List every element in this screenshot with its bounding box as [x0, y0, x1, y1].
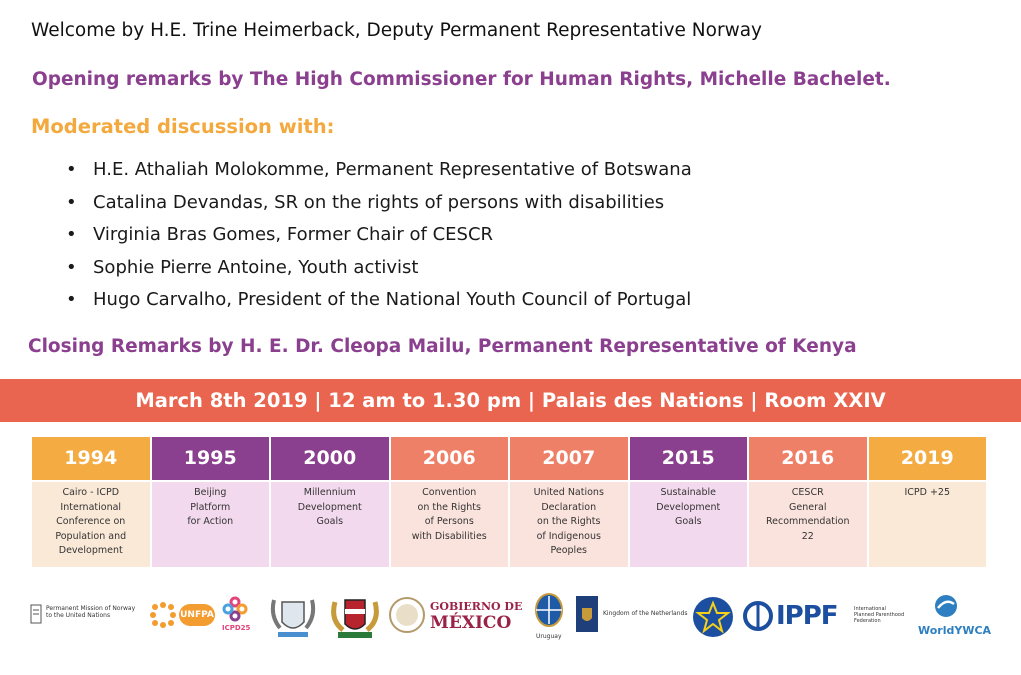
panelist-item: [66, 256, 692, 289]
timeline-year: 2007: [510, 437, 628, 480]
icpd-flower-icon: [220, 594, 250, 624]
timeline-description: Beijing Platform for Action: [152, 482, 270, 567]
bullet-icon: •: [66, 191, 77, 213]
botswana-coat-of-arms: [268, 592, 318, 642]
un-emblem-icon: [148, 600, 178, 630]
moderated-discussion-heading: Moderated discussion with:: [31, 115, 335, 138]
timeline-item-2000: [271, 437, 389, 567]
bullet-icon: •: [66, 256, 77, 278]
bullet-icon: •: [66, 159, 77, 180]
ywca-label: WorldYWCA: [918, 624, 992, 637]
welcome-line: Welcome by H.E. Trine Heimerback, Deputy Permanent Representative Norway: [31, 20, 762, 41]
timeline-description: Sustainable Development Goals: [630, 482, 748, 567]
timeline-year: 2019: [869, 437, 987, 480]
norway-crest-icon: [30, 604, 42, 624]
ywca-bird-icon: [934, 594, 964, 620]
timeline-description: Convention on the Rights of Persons with Disabilities: [391, 482, 509, 567]
unfpa-badge: UNFPA: [179, 604, 215, 626]
partner-logos: [30, 590, 990, 650]
timeline-item-2006: [391, 437, 509, 567]
panelist-item: [66, 191, 692, 224]
timeline-description: Cairo - ICPD International Conference on Population and Development: [32, 482, 150, 567]
timeline-description: Millennium Development Goals: [271, 482, 389, 567]
timeline: [32, 437, 986, 567]
bullet-icon: •: [66, 224, 77, 245]
norway-mission-text: Permanent Mission of Norway to the United Nations: [46, 605, 136, 619]
timeline-year: 2006: [391, 437, 509, 480]
timeline-year: 1995: [152, 437, 270, 480]
netherlands-label: Kingdom of the Netherlands: [603, 610, 688, 617]
kenya-crest-icon: [330, 592, 380, 640]
timeline-description: ICPD +25: [869, 482, 987, 567]
panelist-name: Catalina Devandas, SR on the rights of persons with disabilities: [93, 191, 665, 213]
timeline-year: 1994: [32, 437, 150, 480]
ippf-wordmark: IPPF: [776, 601, 838, 631]
panelist-item: [66, 288, 692, 321]
timeline-item-2015: [630, 437, 748, 567]
panelist-list: [66, 158, 692, 321]
mexico-eagle-seal-icon: [388, 596, 426, 634]
ethiopia-star-emblem-icon: [692, 596, 734, 638]
mexico-line2: MÉXICO: [430, 613, 512, 633]
uruguay-label: Uruguay: [536, 633, 562, 640]
opening-remarks-line: Opening remarks by The High Commissioner for Human Rights, Michelle Bachelet.: [32, 69, 891, 90]
closing-remarks-line: Closing Remarks by H. E. Dr. Cleopa Mailu, Permanent Representative of Kenya: [28, 336, 857, 357]
timeline-item-1994: [32, 437, 150, 567]
ippf-subtext: International Planned Parenthood Federation: [854, 606, 905, 624]
timeline-description: United Nations Declaration on the Rights of Indigenous Peoples: [510, 482, 628, 567]
panelist-item: [66, 223, 692, 256]
timeline-year: 2016: [749, 437, 867, 480]
panelist-name: Virginia Bras Gomes, Former Chair of CESCR: [93, 224, 494, 245]
kenya-coat-of-arms: [330, 592, 380, 644]
panelist-name: Sophie Pierre Antoine, Youth activist: [93, 256, 419, 278]
timeline-year: 2000: [271, 437, 389, 480]
timeline-year: 2015: [630, 437, 748, 480]
ethiopia-emblem: [692, 596, 734, 642]
timeline-item-1995: [152, 437, 270, 567]
uruguay-coat-of-arms: [532, 592, 566, 640]
panelist-name: H.E. Athaliah Molokomme, Permanent Representative of Botswana: [93, 159, 692, 180]
ippf-globe-icon: [742, 600, 774, 632]
timeline-description: CESCR General Recommendation 22: [749, 482, 867, 567]
bullet-icon: •: [66, 289, 77, 310]
mexico-line1: GOBIERNO DE: [430, 600, 523, 613]
uruguay-crest-icon: [532, 592, 566, 632]
event-details-banner: March 8th 2019 | 12 am to 1.30 pm | Palais des Nations | Room XXIV: [0, 379, 1021, 422]
panelist-item: [66, 158, 692, 191]
timeline-item-2019: [869, 437, 987, 567]
timeline-item-2016: [749, 437, 867, 567]
panelist-name: Hugo Carvalho, President of the National Youth Council of Portugal: [93, 289, 692, 310]
icpd-label: ICPD25: [222, 624, 251, 632]
netherlands-crest-icon: [576, 596, 598, 632]
botswana-crest-icon: [268, 592, 318, 638]
timeline-item-2007: [510, 437, 628, 567]
